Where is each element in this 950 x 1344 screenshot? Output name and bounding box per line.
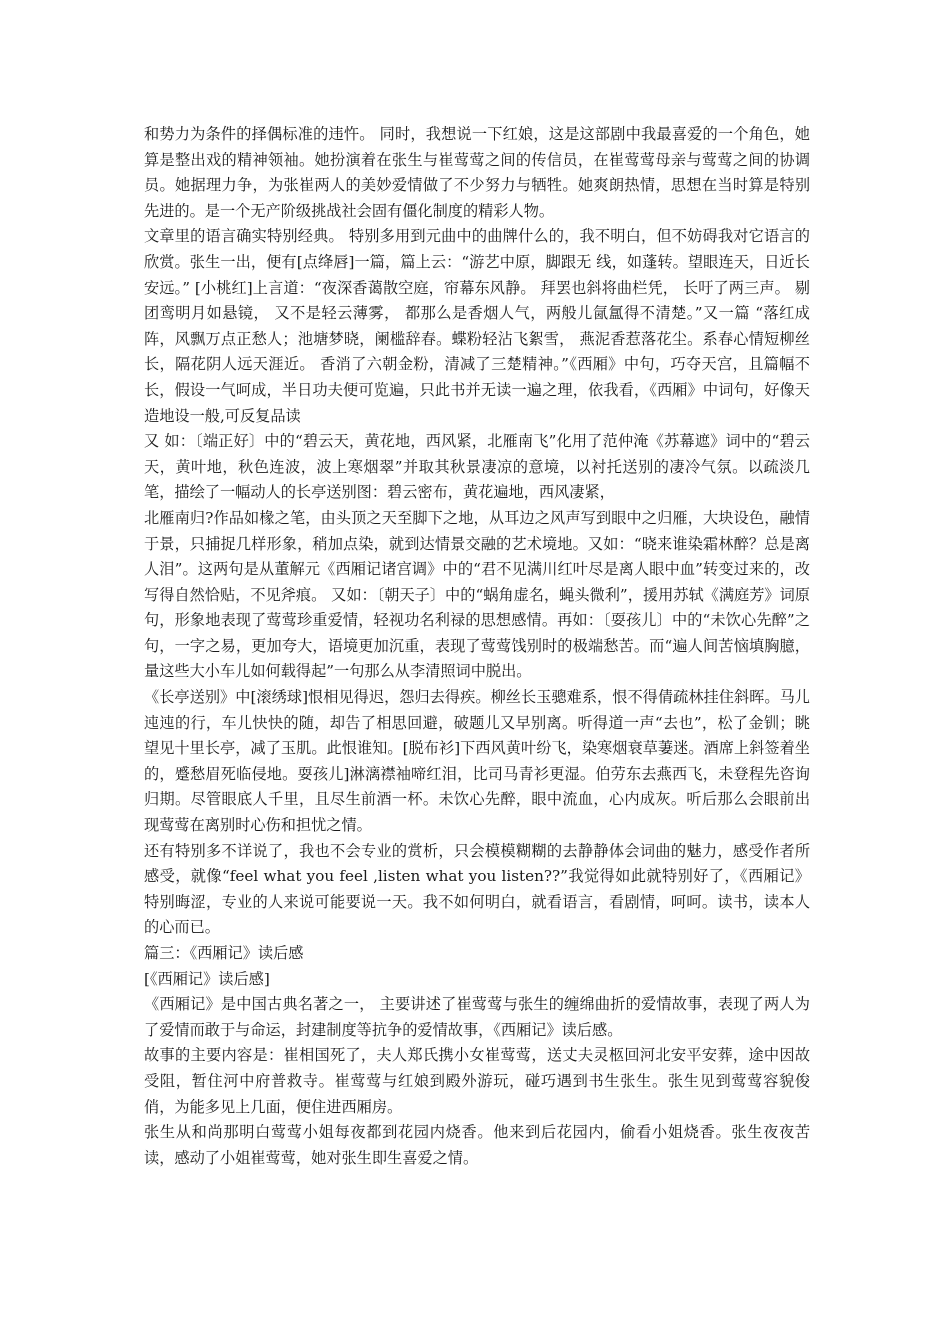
paragraph-story: 故事的主要内容是：崔相国死了，夫人郑氏携小女崔莺莺，送丈夫灵柩回河北安平安葬，途中因故受阻，暂住河中府普救寺。崔莺莺与红娘到殿外游玩，碰巧遇到书生张生。张生见到莺莺容貌俊俏，为能多见上几面，便住进西厢房。 [144,1046,810,1116]
paragraph-intro: 《西厢记》是中国古典名著之一， 主要讲述了崔莺莺与张生的缠绵曲折的爱情故事，表现了两人为了爱情而敢于与命运，封建制度等抗争的爱情故事，《西厢记》读后感。 [144,995,810,1039]
document-body [144,122,810,1171]
paragraph-hongniang: 和势力为条件的择偶标准的违忤。 同时，我想说一下红娘，这是这部剧中我最喜爱的一个角色，她算是整出戏的精神领袖。她扮演着在张生与崔莺莺之间的传信员，在崔莺莺母亲与莺莺之间的协调员。她据理力争，为张崔两人的美妙爱情做了不少努力与牺牲。她爽朗热情，思想在当时算是特别先进的。是一个无产阶级挑战社会固有僵化制度的精彩人物。 [144,125,810,220]
paragraph-beiyan: 北雁南归?作品如椽之笔，由头顶之天至脚下之地，从耳边之风声写到眼中之归雁，大块设色，融情于景，只捕捉几样形象，稍加点染，就到达情景交融的艺术境地。又如：“晓来谁染霜林醉？总是离人泪”。这两句是从董解元《西厢记诸宫调》中的“君不见满川红叶尽是离人眼中血”转变过来的，改写得自然恰贴，不见斧痕。 又如：〔朝天子〕中的“蜗角虚名，蝇头微利”，援用苏轼《满庭芳》词原句，形象地表现了莺莺珍重爱情，轻视功名利禄的思想感情。再如：〔耍孩儿〕中的“未饮心先醉”之句，一字之易，更加夸大，语境更加沉重，表现了莺莺饯别时的极端愁苦。而“遍人间苦恼填胸臆，量这些大小车儿如何载得起”一句那么从李清照词中脱出。 [144,508,810,681]
paragraph-duanzhenghao: 又 如：〔端正好〕中的“碧云天，黄花地，西风紧，北雁南飞”化用了范仲淹《苏幕遮》词中的“碧云天，黄叶地，秋色连波，波上寒烟翠”并取其秋景凄凉的意境，以衬托送别的凄冷气氛。以疏淡几笔，描绘了一幅动人的长亭送别图：碧云密布，黄花遍地，西风凄紧， [144,432,810,502]
paragraph-garden: 张生从和尚那明白莺莺小姐每夜都到花园内烧香。他来到后花园内，偷看小姐烧香。张生夜夜苦读，感动了小姐崔莺莺，她对张生即生喜爱之情。 [144,1123,810,1167]
paragraph-conclusion: 还有特别多不详说了，我也不会专业的赏析，只会模模糊糊的去静静体会词曲的魅力，感受作者所感受，就像“feel what you feel ,listen what you listen??”我觉得如此就特别好了，《西厢记》特别晦涩，专业的人来说可能要说一天。我不如何明白，就看语言，看剧情，呵呵。读书，读本人的心而已。 [144,841,810,937]
paragraph-changting: 《长亭送别》中[滚绣球]恨相见得迟，怨归去得疾。柳丝长玉骢难系，恨不得倩疏林挂住斜晖。马儿迍迍的行，车儿快快的随，却告了相思回避，破题儿又早别离。听得道一声“去也”，松了金钏；眺望见十里长亭，减了玉肌。此恨谁知。[脱布衫]下西风黄叶纷飞，染寒烟衰草萋迷。酒席上斜签着坐的，蹙愁眉死临侵地。耍孩儿]淋漓襟袖啼红泪，比司马青衫更湿。伯劳东去燕西飞，未登程先咨询归期。尽管眼底人千里，且尽生前酒一杯。未饮心先醉，眼中流血，心内成灰。听后那么会眼前出现莺莺在离别时心伤和担忧之情。 [144,688,810,835]
section-heading: 篇三：《西厢记》读后感 [144,944,304,962]
section-subheading: [《西厢记》读后感] [144,969,270,988]
paragraph-language: 文章里的语言确实特别经典。 特别多用到元曲中的曲牌什么的，我不明白，但不妨碍我对它语言的欣赏。张生一出，便有[点绛唇]一篇，篇上云：“游艺中原，脚跟无 线，如蓬转。望眼连天，日近长安远。” [小桃红]上言道：“夜深香蔼散空庭，帘幕东风静。 拜罢也斜将曲栏凭， 长吁了两三声。 剔团鸾明月如悬镜， 又不是轻云薄雾， 都那么是香烟人气，两般儿氤氲得不清楚。”又一篇 “落红成阵，风飘万点正愁人；池塘梦晓，阑槛辞春。蝶粉轻沾飞絮雪， 燕泥香惹落花尘。系春心情短柳丝长，隔花阴人远天涯近。 香消了六朝金粉，清减了三楚精神。”《西厢》中句，巧夺天宫，且篇幅不长，假设一气呵成，半日功夫便可览遍，只此书并无读一遍之理，依我看，《西厢》中词句，好像天造地设一般,可反复品读 [144,227,810,425]
